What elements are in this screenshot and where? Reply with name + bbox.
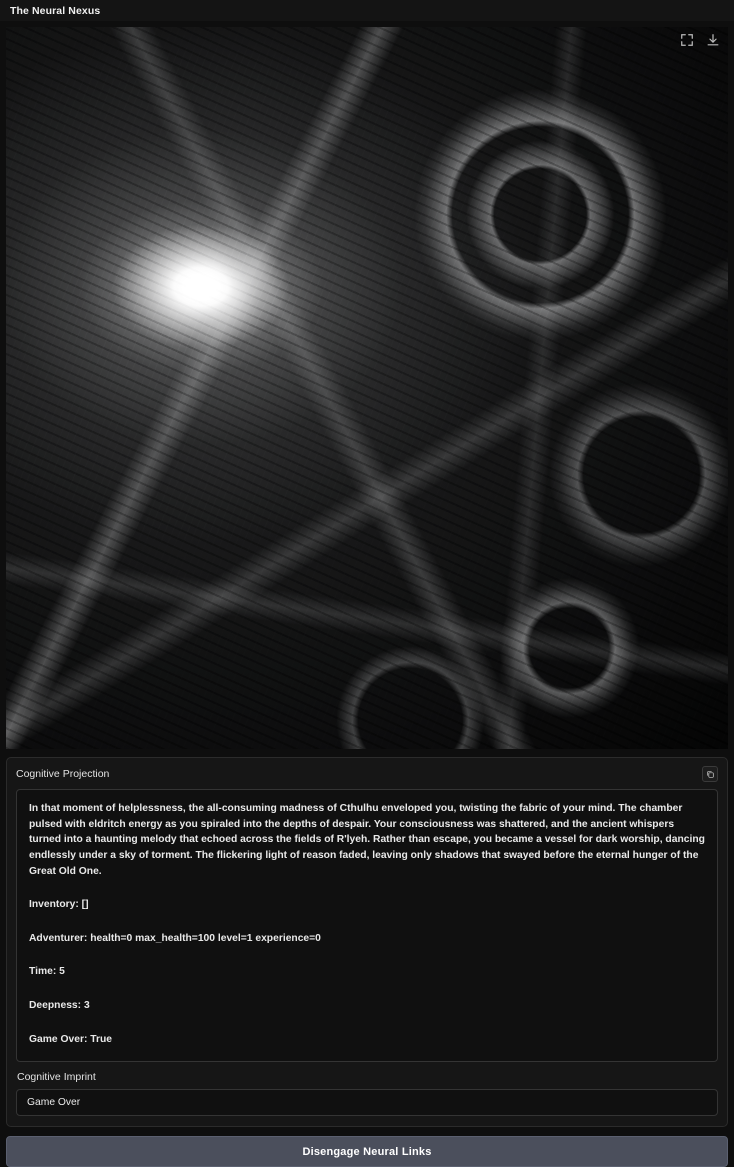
- copy-button[interactable]: [702, 766, 718, 782]
- card-header: [16, 766, 718, 782]
- image-toolbar: [680, 33, 720, 47]
- app-title: The Neural Nexus: [10, 4, 101, 17]
- cognitive-imprint-label: Cognitive Imprint: [17, 1071, 96, 1084]
- download-icon[interactable]: [706, 33, 720, 47]
- generated-image-panel: [6, 27, 728, 749]
- stat-inventory: Inventory: []: [29, 899, 89, 911]
- stat-game-over: Game Over: True: [29, 1033, 112, 1045]
- stat-deepness: Deepness: 3: [29, 1000, 90, 1012]
- cognitive-projection-card: [6, 757, 728, 1127]
- generated-image: [6, 27, 728, 749]
- stat-adventurer: Adventurer: health=0 max_health=100 level=1 experience=0: [29, 932, 321, 944]
- story-narrative: In that moment of helplessness, the all-consuming madness of Cthulhu enveloped you, twisting the fabric of your mind. The chamber pulsed with eldritch energy as you spiraled into the depths of despair. Your consciousness was shattered, and the ancient whispers turned into a haunting melody that echoed across the fields of R'lyeh. Rather than escape, you became a vessel for dark worship, dancing endlessly under a sky of torment. The flickering light of reason faded, leaving only shadows that swayed before the eternal hunger of the Great Old One.: [29, 803, 705, 877]
- disengage-neural-links-button[interactable]: Disengage Neural Links: [6, 1136, 728, 1167]
- fullscreen-icon[interactable]: [680, 33, 694, 47]
- window-titlebar: [0, 0, 734, 21]
- story-output-box: [16, 789, 718, 1062]
- stat-time: Time: 5: [29, 966, 65, 978]
- cognitive-imprint-value: Game Over: [16, 1089, 718, 1116]
- cognitive-projection-label: Cognitive Projection: [16, 768, 110, 780]
